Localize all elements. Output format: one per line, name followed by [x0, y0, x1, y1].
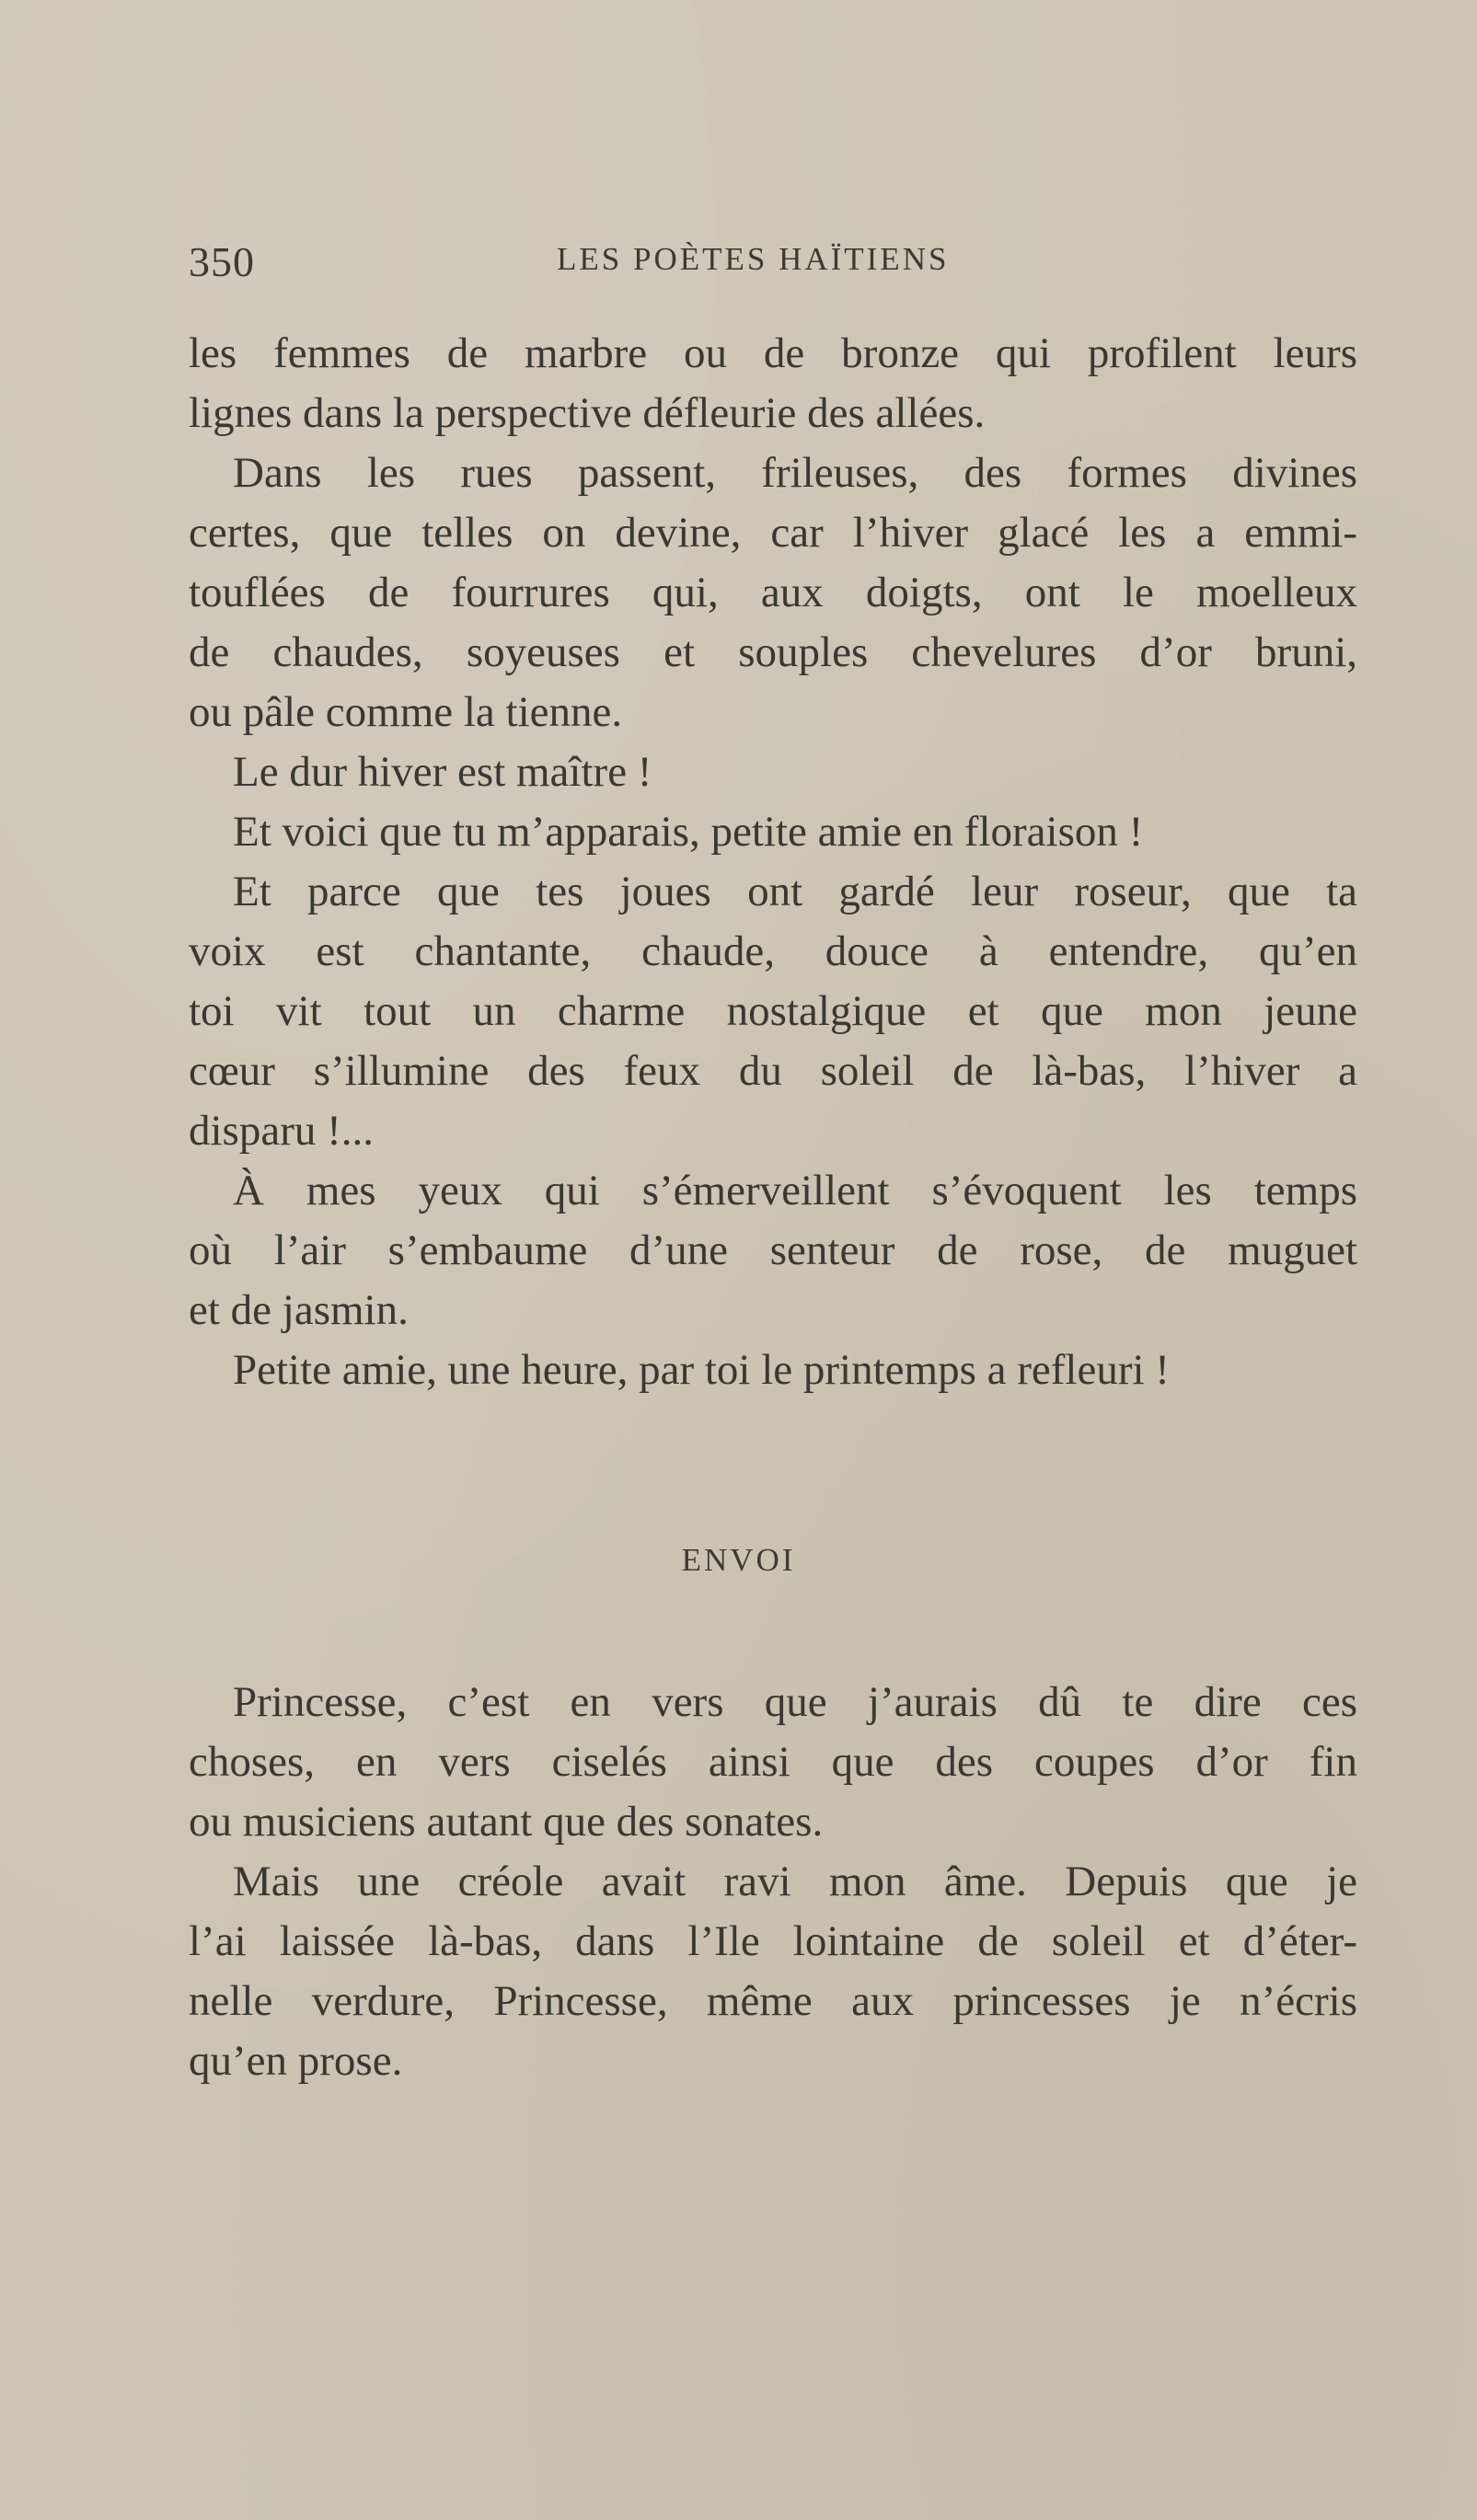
- text-line: Et voici que tu m’apparais, petite amie en floraison !: [233, 808, 1144, 856]
- text-line: ou pâle comme la tienne.: [189, 688, 623, 736]
- text-line: qu’en prose.: [189, 2037, 403, 2085]
- running-title: LES POÈTES HAÏTIENS: [557, 241, 950, 277]
- text-line: lignes dans la perspective défleurie des allées.: [189, 389, 986, 437]
- text-line: les femmes de marbre ou de bronze qui profilent leurs: [189, 329, 1357, 377]
- text-line: cœur s’illumine des feux du soleil de là-bas, l’hiver a: [189, 1047, 1357, 1095]
- text-line: choses, en vers ciselés ainsi que des coupes d’or fin: [189, 1738, 1357, 1786]
- text-line: Petite amie, une heure, par toi le printemps a refleuri !: [233, 1346, 1170, 1394]
- prose-section-1: [189, 324, 1357, 1400]
- text-line: Le dur hiver est maître !: [233, 748, 652, 796]
- text-line: de chaudes, soyeuses et souples chevelures d’or bruni,: [189, 628, 1357, 676]
- text-line: nelle verdure, Princesse, même aux princesses je n’écris: [189, 1977, 1357, 2025]
- text-line: ou musiciens autant que des sonates.: [189, 1798, 824, 1846]
- text-line: touflées de fourrures qui, aux doigts, ont le moelleux: [189, 569, 1357, 616]
- text-line: Mais une créole avait ravi mon âme. Depuis que je: [233, 1858, 1357, 1905]
- text-line: où l’air s’embaume d’une senteur de rose, de muguet: [189, 1226, 1357, 1274]
- text-line: l’ai laissée là-bas, dans l’Ile lointaine de soleil et d’éter-: [189, 1917, 1357, 1965]
- text-line: Et parce que tes joues ont gardé leur roseur, que ta: [233, 868, 1357, 915]
- text-line: Dans les rues passent, frileuses, des formes divines: [233, 449, 1357, 497]
- text-line: À mes yeux qui s’émerveillent s’évoquent les temps: [233, 1167, 1357, 1214]
- section-title-envoi: ENVOI: [681, 1542, 796, 1578]
- text-line: toi vit tout un charme nostalgique et que mon jeune: [189, 987, 1357, 1035]
- prose-section-2: [189, 1673, 1357, 2091]
- running-head: [189, 228, 1367, 293]
- text-line: disparu !...: [189, 1107, 375, 1155]
- text-line: certes, que telles on devine, car l’hiver glacé les a emmi-: [189, 509, 1357, 557]
- text-line: et de jasmin.: [189, 1286, 409, 1334]
- text-line: Princesse, c’est en vers que j’aurais dû te dire ces: [233, 1678, 1357, 1726]
- page-number: 350: [189, 238, 255, 285]
- text-line: voix est chantante, chaude, douce à entendre, qu’en: [189, 927, 1357, 975]
